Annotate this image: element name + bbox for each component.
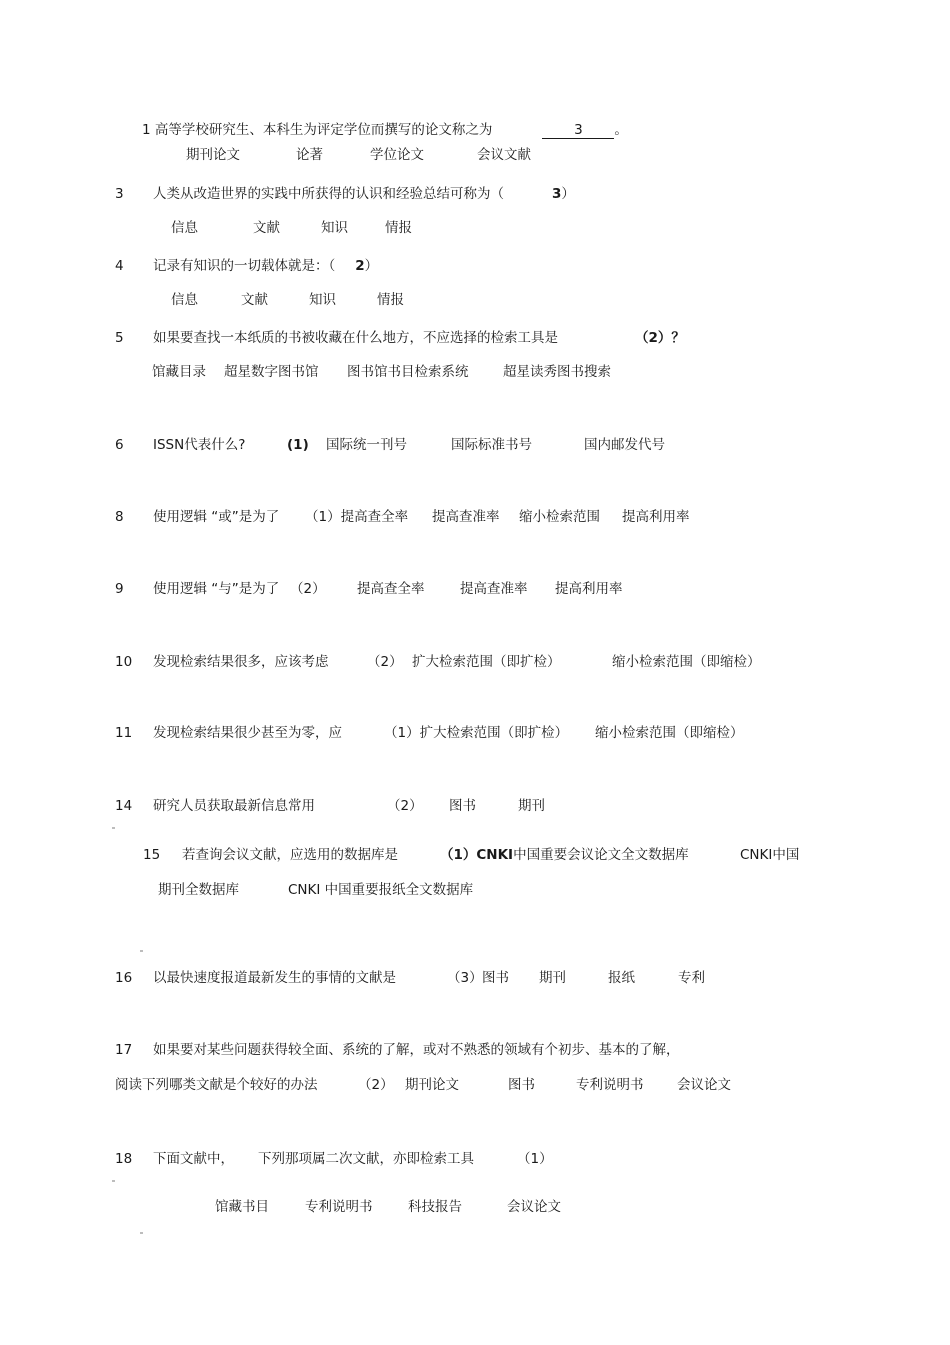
option-q4-2: 文献 [241,292,268,308]
question-text: 1 高等学校研究生、本科生为评定学位而撰写的论文称之为 [142,122,493,138]
option-q16-1: 图书 [482,970,509,986]
option-q11-2: 缩小检索范围（即缩检） [595,725,744,741]
question-number: 4 [115,258,124,274]
question-number: 10 [115,654,133,670]
option-q9-1: 提高查全率 [357,581,425,597]
question-text-cont: 下列那项属二次文献，亦即检索工具 [258,1151,474,1167]
option-q5-2: 超星数字图书馆 [224,364,319,380]
answer-blank: 3 [542,122,614,139]
answer-choice: （1）CNKI [440,847,514,863]
question-1 [142,121,628,139]
answer: （2） [367,654,403,670]
question-text-cont: 阅读下列哪类文献是个较好的办法 [115,1077,318,1093]
period: 。 [614,122,628,138]
question-text: 使用逻辑 “与”是为了 [153,581,280,597]
option-q17-1: 期刊论文 [405,1077,459,1093]
question-number: 3 [115,186,124,202]
question-number: 9 [115,581,124,597]
option-q17-3: 专利说明书 [576,1077,644,1093]
option-q3-4: 情报 [385,220,412,236]
question-number: 8 [115,509,124,525]
option-q17-2: 图书 [508,1077,535,1093]
option-q4-3: 知识 [309,292,336,308]
question-text: 若查询会议文献，应选用的数据库是 [182,847,398,863]
question-text: 人类从改造世界的实践中所获得的认识和经验总结可称为（ [153,186,504,202]
question-text: 以最快速度报道最新发生的事情的文献是 [153,970,396,986]
answer: （2）？ [635,330,685,346]
option-q3-2: 文献 [253,220,280,236]
question-text: ISSN代表什么? [153,437,246,453]
option-q15-2-end: 期刊全数据库 [158,882,239,898]
scan-mark [112,827,115,829]
option-q8-2: 提高查准率 [432,509,500,525]
option-q15-1: 中国重要会议论文全文数据库 [513,847,689,863]
scan-mark [140,1232,143,1234]
question-text: 发现检索结果很多，应该考虑 [153,654,329,670]
option-q18-2: 专利说明书 [305,1199,373,1215]
question-3 [153,185,575,203]
answer: （2） [290,581,326,597]
answer: （3） [447,970,483,986]
option-q15-2-start: CNKI中国 [740,847,800,863]
question-text: 记录有知识的一切载体就是：（ [153,258,336,274]
answer: (1) [287,437,309,453]
answer: （2） [358,1077,394,1093]
question-text: 如果要查找一本纸质的书被收藏在什么地方，不应选择的检索工具是 [153,330,558,346]
question-number: 16 [115,970,133,986]
question-number: 6 [115,437,124,453]
option-q8-3: 缩小检索范围 [519,509,600,525]
option-q10-2: 缩小检索范围（即缩检） [612,654,761,670]
option-q14-2: 期刊 [518,798,545,814]
answer [440,846,689,864]
option-q6-1: 国际统一刊号 [326,437,407,453]
question-number: 5 [115,330,124,346]
option-q18-4: 会议论文 [507,1199,561,1215]
question-text: 研究人员获取最新信息常用 [153,798,315,814]
question-text: 发现检索结果很少甚至为零，应 [153,725,342,741]
question-number: 11 [115,725,133,741]
option-q1-2: 论著 [296,147,323,163]
option-q3-3: 知识 [321,220,348,236]
answer: （1） [517,1151,553,1167]
option-q6-2: 国际标准书号 [451,437,532,453]
option-q5-4: 超星读秀图书搜索 [503,364,611,380]
question-text: 下面文献中， [153,1151,234,1167]
option-q5-1: 馆藏目录 [152,364,206,380]
answer: 2 [355,258,365,274]
scan-mark [140,950,143,952]
option-q4-4: 情报 [377,292,404,308]
option-q15-3: CNKI 中国重要报纸全文数据库 [288,882,474,898]
option-q18-3: 科技报告 [408,1199,462,1215]
scan-mark [112,1180,115,1182]
option-q6-3: 国内邮发代号 [584,437,665,453]
option-q10-1: 扩大检索范围（即扩检） [412,654,561,670]
question-number: 14 [115,798,133,814]
option-q16-3: 报纸 [608,970,635,986]
question-number: 17 [115,1042,133,1058]
option-q16-4: 专利 [678,970,705,986]
paren-close: ） [364,258,379,274]
question-4 [153,257,378,275]
option-q8-4: 提高利用率 [622,509,690,525]
question-text: 使用逻辑 “或”是为了 [153,509,280,525]
option-q9-2: 提高查准率 [460,581,528,597]
option-q4-1: 信息 [171,292,198,308]
answer: （2） [387,798,423,814]
question-number: 15 [143,847,161,863]
option-q16-2: 期刊 [539,970,566,986]
option-q9-3: 提高利用率 [555,581,623,597]
question-text: 如果要对某些问题获得较全面、系统的了解，或对不熟悉的领域有个初步、基本的了解， [153,1042,680,1058]
option-q1-1: 期刊论文 [186,147,240,163]
question-number: 18 [115,1151,133,1167]
option-q17-4: 会议论文 [677,1077,731,1093]
option-q5-3: 图书馆书目检索系统 [347,364,469,380]
option-q1-4: 会议文献 [477,147,531,163]
answer: （1）扩大检索范围（即扩检） [384,725,569,741]
paren-close: ） [561,186,575,202]
option-q3-1: 信息 [171,220,198,236]
option-q14-1: 图书 [449,798,476,814]
answer: 3 [552,186,562,202]
answer: （1）提高查全率 [305,509,409,525]
option-q18-1: 馆藏书目 [215,1199,269,1215]
option-q1-3: 学位论文 [370,147,424,163]
